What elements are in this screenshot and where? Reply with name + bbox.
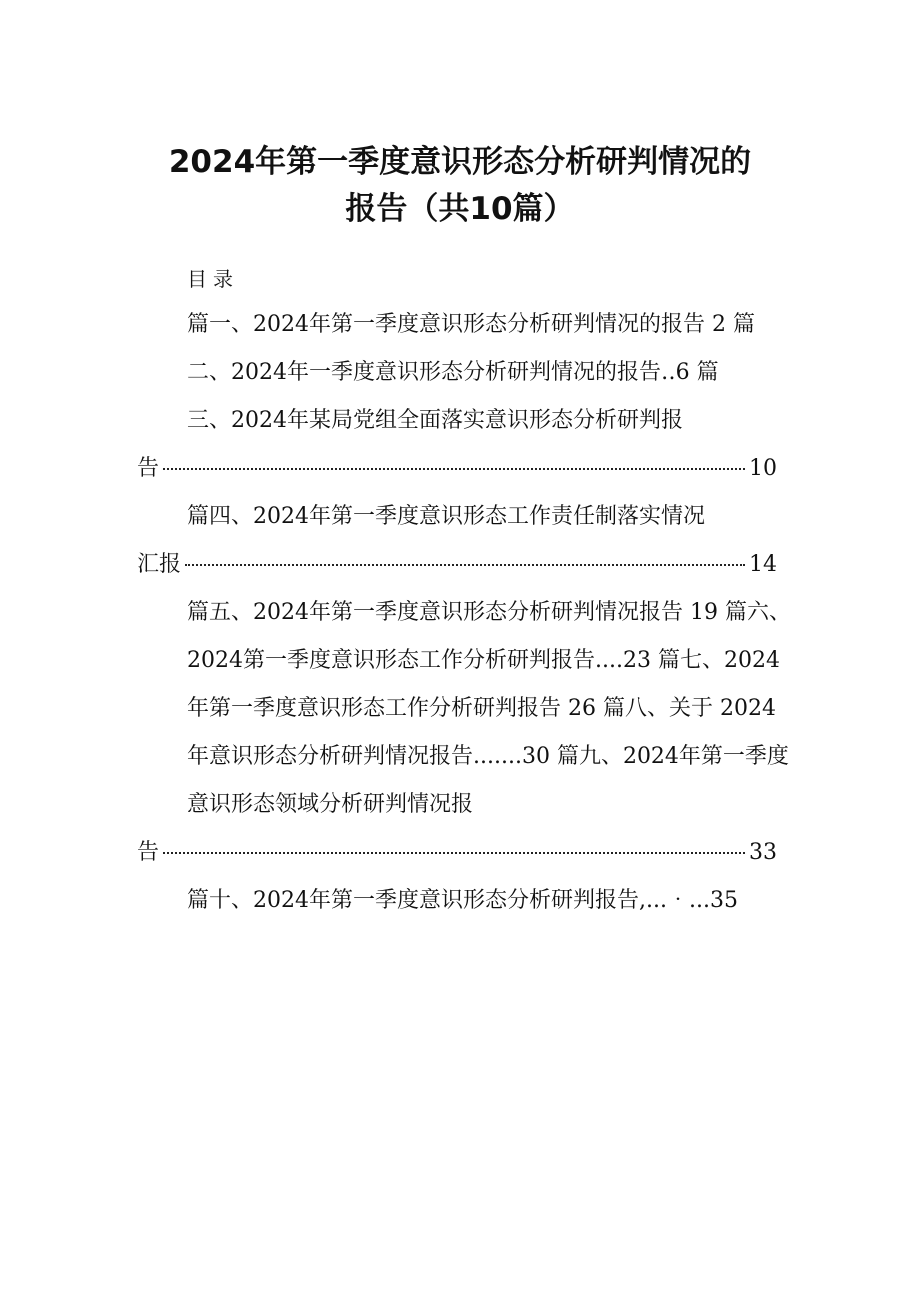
toc-entry-3-page: 10: [749, 456, 777, 481]
toc-entry-7-8: 年第一季度意识形态工作分析研判报告 26 篇八、关于 2024: [187, 696, 776, 721]
toc-entry-9-continuation: [137, 838, 777, 868]
toc-entry-3: 三、2024年某局党组全面落实意识形态分析研判报: [187, 408, 683, 433]
toc-entry-4: 篇四、2024年第一季度意识形态工作责任制落实情况: [187, 504, 705, 529]
toc-entry-4-tail: 汇报: [137, 552, 182, 577]
dot-leader: [185, 564, 745, 566]
toc-entry-3-tail: 告: [137, 456, 160, 481]
toc-entry-1: 篇一、2024年第一季度意识形态分析研判情况的报告 2 篇: [187, 312, 755, 337]
toc-entry-9-page: 33: [749, 840, 777, 865]
document-title-line-2: 报告（共10篇）: [345, 191, 575, 227]
toc-entry-9: 意识形态领域分析研判情况报: [187, 792, 474, 817]
toc-entry-8-9: 年意识形态分析研判情况报告.......30 篇九、2024年第一季度: [187, 744, 789, 769]
document-title-line-1: 2024年第一季度意识形态分析研判情况的: [168, 144, 752, 180]
toc-entry-4-continuation: [137, 550, 777, 580]
toc-entry-4-page: 14: [749, 552, 777, 577]
toc-entry-2: 二、2024年一季度意识形态分析研判情况的报告‥6 篇: [187, 360, 719, 385]
toc-entry-5-6: 篇五、2024年第一季度意识形态分析研判情况报告 19 篇六、: [187, 600, 791, 625]
dot-leader: [163, 468, 745, 470]
toc-entry-9-tail: 告: [137, 840, 160, 865]
toc-entry-6-7: 2024第一季度意识形态工作分析研判报告....23 篇七、2024: [187, 648, 780, 673]
toc-entry-10: 篇十、2024年第一季度意识形态分析研判报告,...‧...35: [187, 888, 738, 913]
toc-entry-3-continuation: [137, 454, 777, 484]
dot-leader: [163, 852, 745, 854]
toc-heading: 目录: [187, 267, 239, 291]
